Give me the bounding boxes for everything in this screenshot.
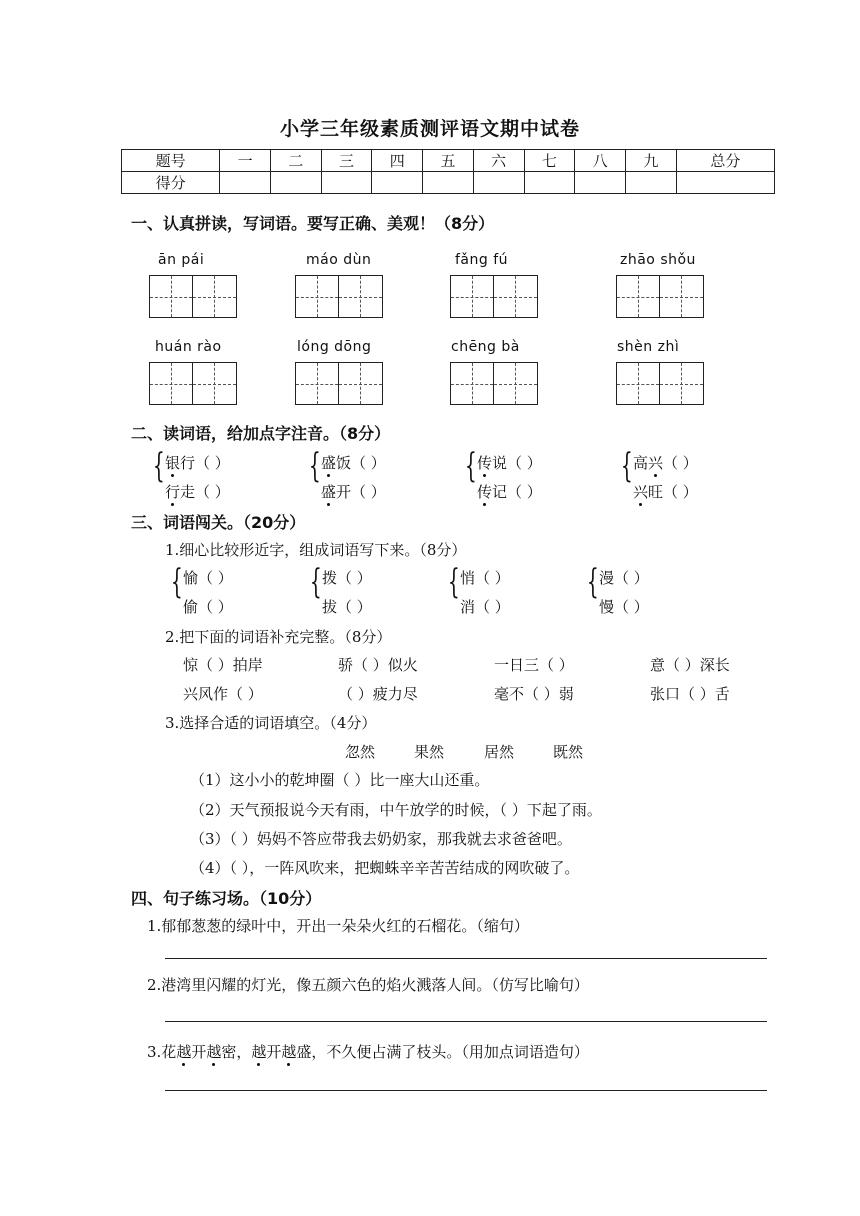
score-header-cell: 一 bbox=[220, 150, 271, 172]
score-cell[interactable] bbox=[575, 172, 626, 194]
answer-line[interactable] bbox=[165, 1021, 767, 1022]
score-cell[interactable] bbox=[473, 172, 524, 194]
annotate-word: 传说（ ） bbox=[477, 454, 542, 472]
pinyin-label: huán rào bbox=[155, 339, 222, 355]
score-header-cell: 题号 bbox=[122, 150, 220, 172]
similar-char-item: 愉（ ） bbox=[183, 569, 233, 587]
idiom-blank: 意（ ）深长 bbox=[650, 656, 730, 674]
sentence-question: 2.港湾里闪耀的灯光，像五颜六色的焰火溅落人间。（仿写比喻句） bbox=[147, 976, 589, 994]
writing-grid[interactable] bbox=[450, 275, 538, 319]
pinyin-label: zhāo shǒu bbox=[620, 252, 696, 268]
idiom-blank: 惊（ ）拍岸 bbox=[183, 656, 263, 674]
score-cell[interactable] bbox=[625, 172, 676, 194]
question-label: 2.把下面的词语补充完整。（8分） bbox=[165, 628, 392, 646]
idiom-blank: 张口（ ）舌 bbox=[650, 685, 730, 703]
word-choice: 忽然 bbox=[345, 743, 376, 761]
writing-grid[interactable] bbox=[450, 362, 538, 406]
word-choice: 居然 bbox=[484, 743, 515, 761]
section-2-heading: 二、读词语，给加点字注音。（8分） bbox=[131, 424, 391, 443]
similar-char-item: 偷（ ） bbox=[183, 598, 233, 616]
fill-sentence: （3）（ ）妈妈不答应带我去奶奶家，那我就去求爸爸吧。 bbox=[190, 830, 572, 848]
word-choice: 既然 bbox=[553, 743, 584, 761]
score-row-label: 得分 bbox=[122, 172, 220, 194]
similar-char-item: 悄（ ） bbox=[460, 569, 510, 587]
score-header-cell: 四 bbox=[372, 150, 423, 172]
idiom-blank: 一日三（ ） bbox=[494, 656, 574, 674]
brace-icon: { bbox=[152, 446, 165, 486]
score-header-cell: 八 bbox=[575, 150, 626, 172]
annotate-word: 盛饭（ ） bbox=[321, 454, 386, 472]
score-header-cell: 六 bbox=[473, 150, 524, 172]
annotate-word: 兴旺（ ） bbox=[633, 483, 698, 501]
brace-icon: { bbox=[308, 446, 321, 486]
section-3-heading: 三、词语闯关。（20分） bbox=[131, 513, 306, 532]
score-cell[interactable] bbox=[524, 172, 575, 194]
sentence-question: 1.郁郁葱葱的绿叶中，开出一朵朵火红的石榴花。（缩句） bbox=[147, 917, 529, 935]
brace-icon: { bbox=[447, 562, 460, 602]
idiom-blank: 毫不（ ）弱 bbox=[494, 685, 574, 703]
score-cell[interactable] bbox=[321, 172, 372, 194]
question-label: 1.细心比较形近字，组成词语写下来。（8分） bbox=[165, 541, 467, 559]
page-title: 小学三年级素质测评语文期中试卷 bbox=[279, 118, 580, 140]
annotate-word: 银行（ ） bbox=[165, 454, 230, 472]
section-1-heading: 一、认真拼读，写词语。要写正确、美观！（8分） bbox=[131, 214, 495, 233]
writing-grid[interactable] bbox=[616, 362, 704, 406]
score-header-cell: 三 bbox=[321, 150, 372, 172]
brace-icon: { bbox=[586, 562, 599, 602]
score-table-score-row bbox=[122, 172, 775, 194]
pinyin-label: shèn zhì bbox=[617, 339, 680, 355]
word-choice: 果然 bbox=[414, 743, 445, 761]
annotate-word: 行走（ ） bbox=[165, 483, 230, 501]
pinyin-label: fǎng fú bbox=[455, 252, 509, 268]
score-cell[interactable] bbox=[270, 172, 321, 194]
score-cell[interactable] bbox=[220, 172, 271, 194]
score-cell[interactable] bbox=[676, 172, 774, 194]
score-cell[interactable] bbox=[372, 172, 423, 194]
brace-icon: { bbox=[170, 562, 183, 602]
fill-sentence: （4）（ ），一阵风吹来，把蜘蛛辛辛苦苦结成的网吹破了。 bbox=[190, 859, 580, 877]
writing-grid[interactable] bbox=[616, 275, 704, 319]
writing-grid[interactable] bbox=[295, 362, 383, 406]
score-header-cell: 五 bbox=[423, 150, 474, 172]
similar-char-item: 漫（ ） bbox=[599, 569, 649, 587]
similar-char-item: 拨（ ） bbox=[322, 569, 372, 587]
brace-icon: { bbox=[464, 446, 477, 486]
pinyin-label: lóng dōng bbox=[297, 339, 372, 355]
writing-grid[interactable] bbox=[149, 275, 237, 319]
answer-line[interactable] bbox=[165, 958, 767, 959]
brace-icon: { bbox=[620, 446, 633, 486]
score-header-cell: 二 bbox=[270, 150, 321, 172]
writing-grid[interactable] bbox=[149, 362, 237, 406]
fill-sentence: （1）这小小的乾坤圈（ ）比一座大山还重。 bbox=[190, 771, 490, 789]
brace-icon: { bbox=[309, 562, 322, 602]
annotate-word: 传记（ ） bbox=[477, 483, 542, 501]
score-table-header-row bbox=[122, 150, 775, 172]
question-label: 3.选择合适的词语填空。（4分） bbox=[165, 714, 377, 732]
score-header-cell: 九 bbox=[625, 150, 676, 172]
pinyin-label: chēng bà bbox=[451, 339, 520, 355]
pinyin-label: ān pái bbox=[158, 252, 205, 268]
similar-char-item: 消（ ） bbox=[460, 598, 510, 616]
pinyin-label: máo dùn bbox=[306, 252, 372, 268]
section-4-heading: 四、句子练习场。（10分） bbox=[131, 889, 322, 908]
similar-char-item: 拔（ ） bbox=[322, 598, 372, 616]
annotate-word: 高兴（ ） bbox=[633, 454, 698, 472]
score-header-cell: 总分 bbox=[676, 150, 774, 172]
annotate-word: 盛开（ ） bbox=[321, 483, 386, 501]
sentence-question: 3.花越开越密，越开越盛，不久便占满了枝头。（用加点词语造句） bbox=[147, 1043, 589, 1061]
idiom-blank: 兴风作（ ） bbox=[183, 685, 263, 703]
writing-grid[interactable] bbox=[295, 275, 383, 319]
similar-char-item: 慢（ ） bbox=[599, 598, 649, 616]
score-cell[interactable] bbox=[423, 172, 474, 194]
idiom-blank: （ ）疲力尽 bbox=[338, 685, 418, 703]
fill-sentence: （2）天气预报说今天有雨，中午放学的时候，（ ）下起了雨。 bbox=[190, 801, 602, 819]
score-table bbox=[121, 149, 775, 194]
answer-line[interactable] bbox=[165, 1090, 767, 1091]
score-header-cell: 七 bbox=[524, 150, 575, 172]
idiom-blank: 骄（ ）似火 bbox=[338, 656, 418, 674]
